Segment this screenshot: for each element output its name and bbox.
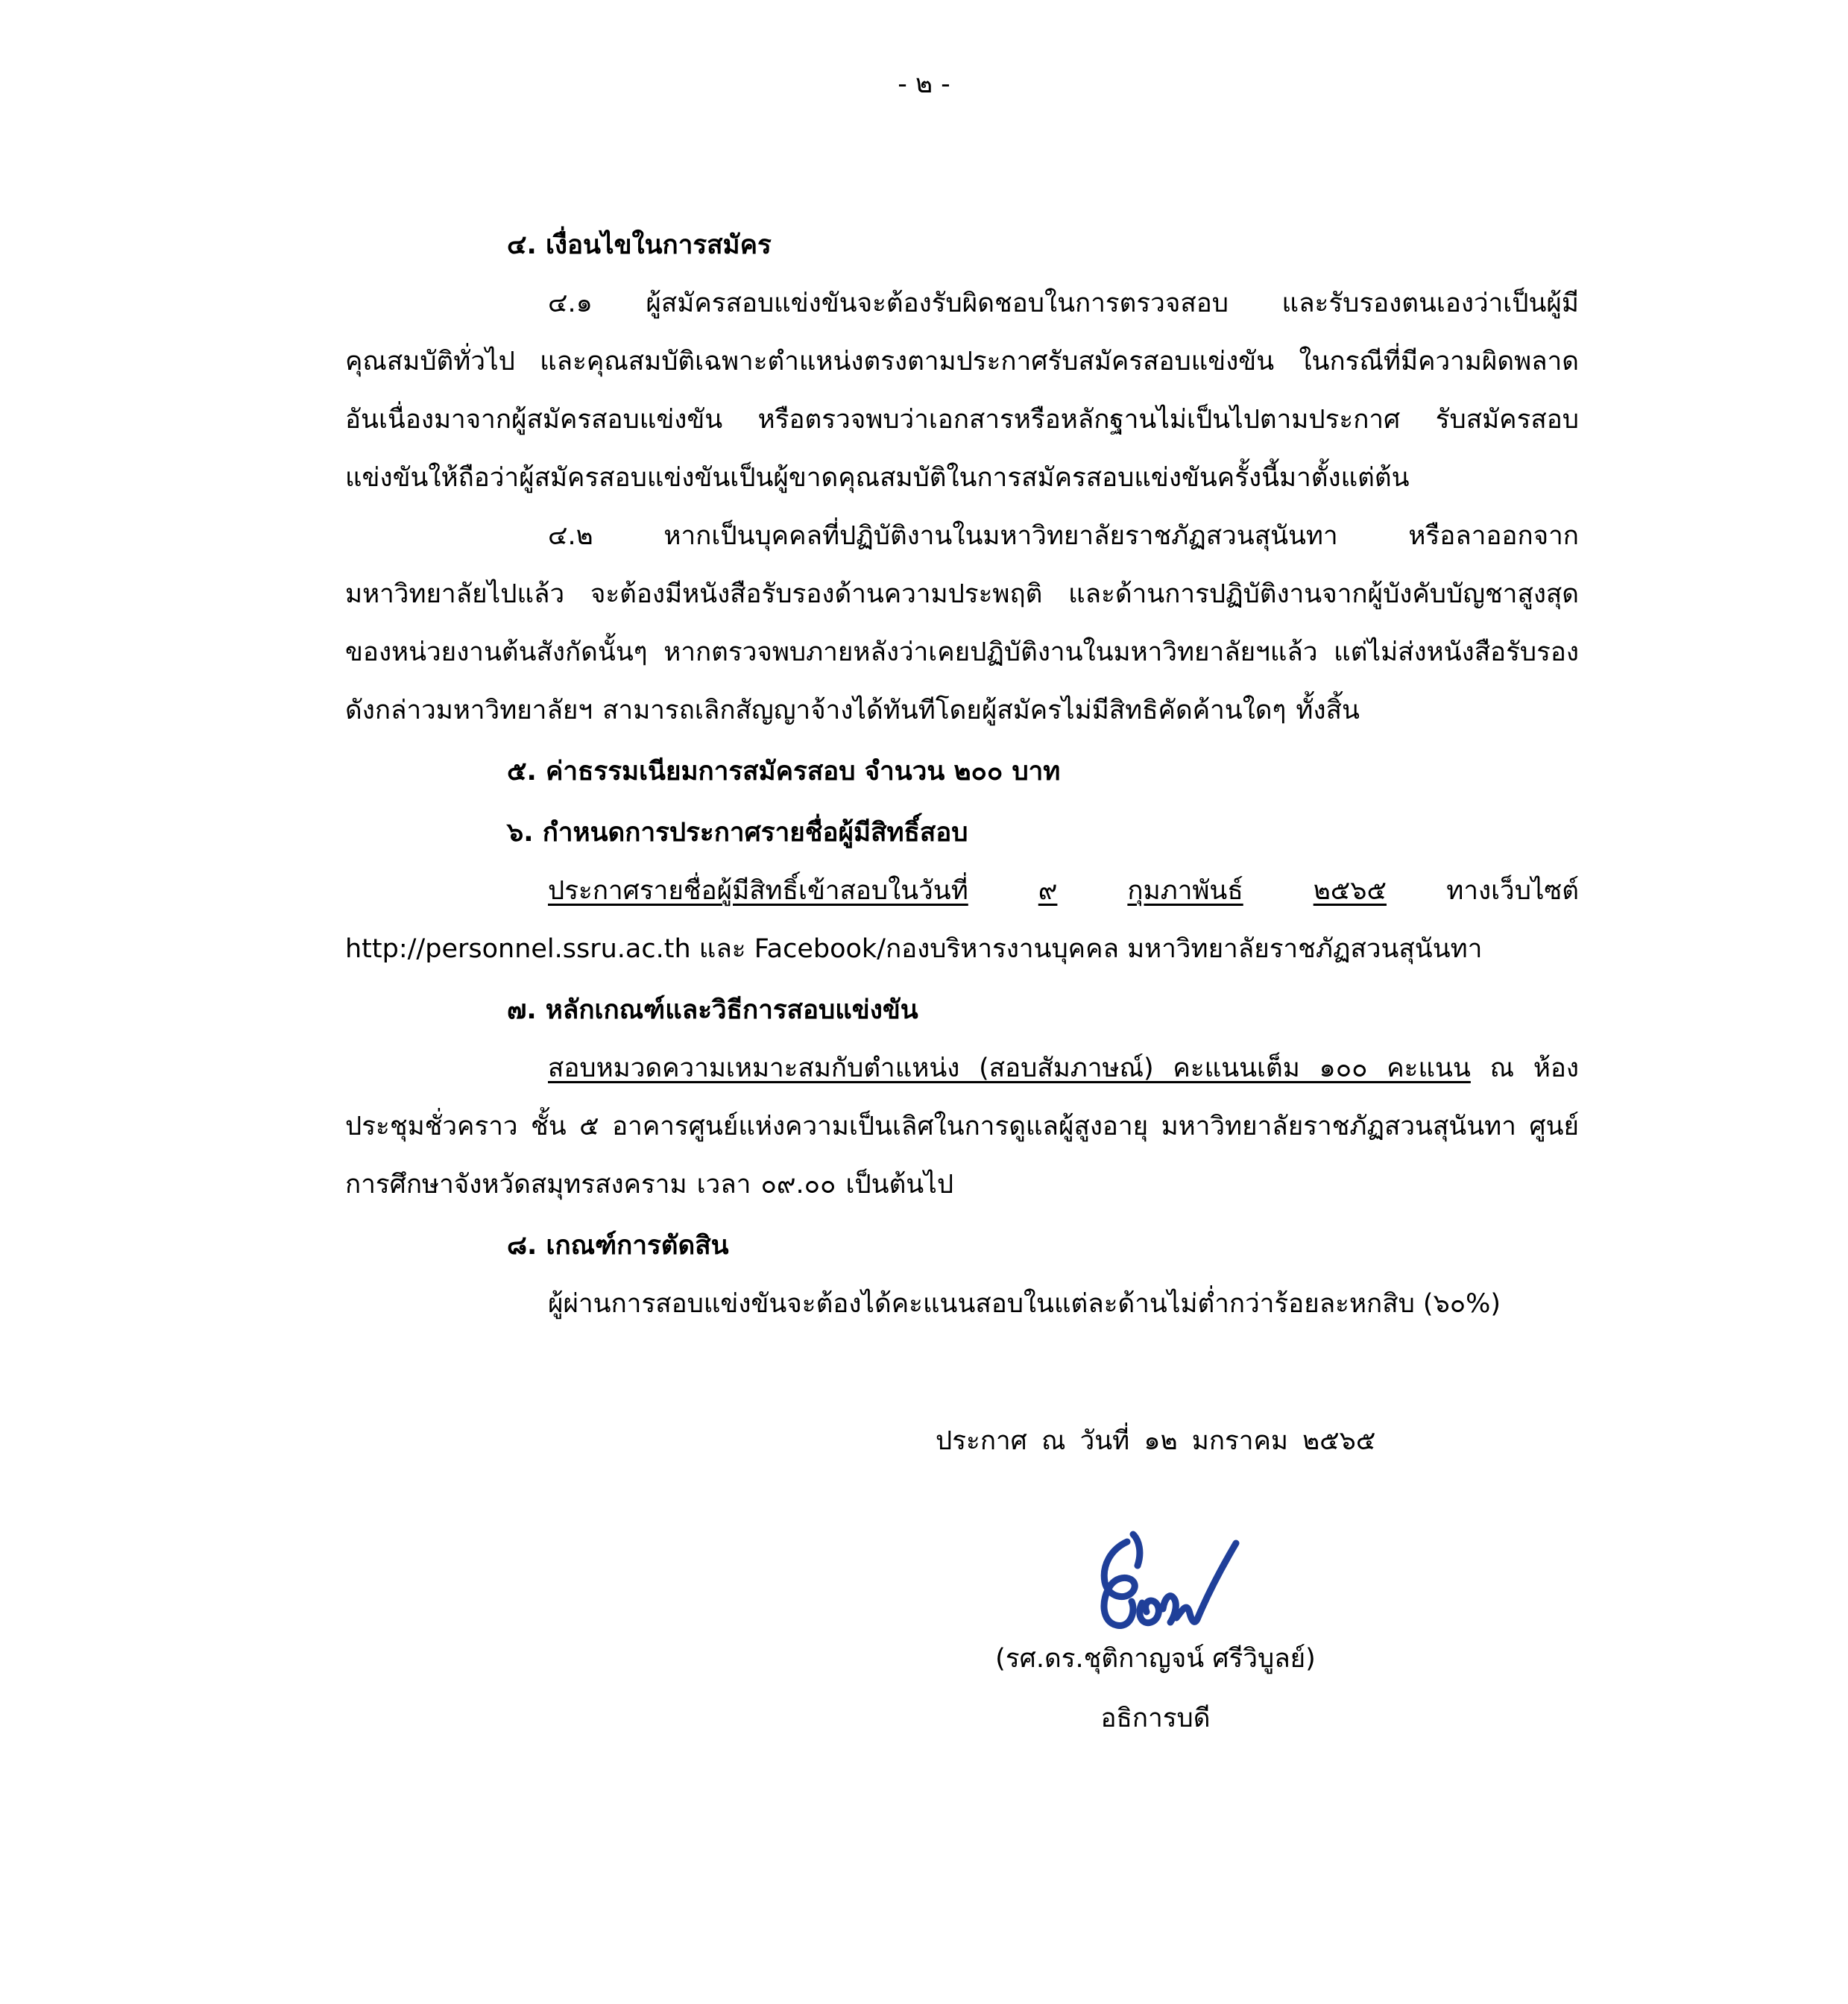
announcement-year: ๒๕๖๕: [1313, 876, 1387, 906]
signer-name: (รศ.ดร.ชุติกาญจน์ ศรีวิบูลย์): [995, 1644, 1316, 1674]
section-8-text: ผู้ผ่านการสอบแข่งขันจะต้องได้คะแนนสอบในแต่ละด้านไม่ต่ำกว่าร้อยละหกสิบ (๖๐%): [548, 1289, 1501, 1319]
section-8-heading: ๘. เกณฑ์การตัดสิน: [507, 1231, 729, 1261]
exam-location-text: ณ ห้องประชุมชั่วคราว ชั้น ๕ อาคารศูนย์แห่งความเป็นเลิศในการดูแลผู้สูงอายุ มหาวิทยาลัยราชภัฏสวนสุนันทา ศูนย์การศึกษาจังหวัดสมุทรสงคราม เวลา ๐๙.๐๐ เป็นต้นไป: [345, 1053, 1580, 1200]
announcement-prefix: ประกาศรายชื่อผู้มีสิทธิ์เข้าสอบในวันที่: [548, 876, 968, 906]
section-5-heading: ๕. ค่าธรรมเนียมการสมัครสอบ จำนวน ๒๐๐ บาท: [507, 757, 1061, 787]
signature-image: [1059, 1513, 1260, 1636]
signature-strokes: [1104, 1534, 1236, 1625]
section-7-paragraph: [345, 1039, 1579, 1214]
section-4-2-paragraph: ๔.๒ หากเป็นบุคคลที่ปฏิบัติงานในมหาวิทยาลัยราชภัฏสวนสุนันทา หรือลาออกจากมหาวิทยาลัยไปแล้ว จะต้องมีหนังสือรับรองด้านความประพฤติ และด้านการปฏิบัติงานจากผู้บังคับบัญชาสูงสุดของหน่วยงานต้นสังกัดนั้นๆ หากตรวจพบภายหลังว่าเคยปฏิบัติงานในมหาวิทยาลัยฯแล้ว แต่ไม่ส่งหนังสือรับรองดังกล่าวมหาวิทยาลัยฯ สามารถเลิกสัญญาจ้างได้ทันทีโดยผู้สมัครไม่มีสิทธิคัดค้านใดๆ ทั้งสิ้น: [345, 521, 1579, 725]
announcement-month: กุมภาพันธ์: [1127, 876, 1243, 906]
section-7-heading: ๗. หลักเกณฑ์และวิธีการสอบแข่งขัน: [507, 995, 918, 1025]
document-body: [345, 216, 1579, 1333]
announcement-suffix: ทางเว็บไซต์: [1446, 876, 1579, 906]
section-6-heading: ๖. กำหนดการประกาศรายชื่อผู้มีสิทธิ์สอบ: [507, 818, 968, 848]
announcement-day: ๙: [1038, 876, 1058, 906]
exam-method-underlined: สอบหมวดความเหมาะสมกับตำแหน่ง (สอบสัมภาษณ์) คะแนนเต็ม ๑๐๐ คะแนน: [548, 1053, 1471, 1083]
signature-icon: [1059, 1513, 1260, 1636]
signer-title: อธิการบดี: [1100, 1704, 1211, 1733]
announcement-website-line: http://personnel.ssru.ac.th และ Facebook/กองบริหารงานบุคคล มหาวิทยาลัยราชภัฏสวนสุนันทา: [345, 934, 1483, 964]
announcement-line: [345, 862, 1579, 920]
section-4-1-paragraph: ๔.๑ ผู้สมัครสอบแข่งขันจะต้องรับผิดชอบในการตรวจสอบ และรับรองตนเองว่าเป็นผู้มีคุณสมบัติทั่วไป และคุณสมบัติเฉพาะตำแหน่งตรงตามประกาศรับสมัครสอบแข่งขัน ในกรณีที่มีความผิดพลาด อันเนื่องมาจากผู้สมัครสอบแข่งขัน หรือตรวจพบว่าเอกสารหรือหลักฐานไม่เป็นไปตามประกาศ รับสมัครสอบแข่งขันให้ถือว่าผู้สมัครสอบแข่งขันเป็นผู้ขาดคุณสมบัติในการสมัครสอบแข่งขันครั้งนี้มาตั้งแต่ต้น: [345, 289, 1579, 493]
announcement-date-underlined: [548, 862, 1387, 920]
section-4-heading: ๔. เงื่อนไขในการสมัคร: [507, 230, 772, 260]
announcement-date: ประกาศ ณ วันที่ ๑๒ มกราคม ๒๕๖๕: [936, 1426, 1376, 1456]
page-number: - ๒ -: [898, 69, 950, 99]
